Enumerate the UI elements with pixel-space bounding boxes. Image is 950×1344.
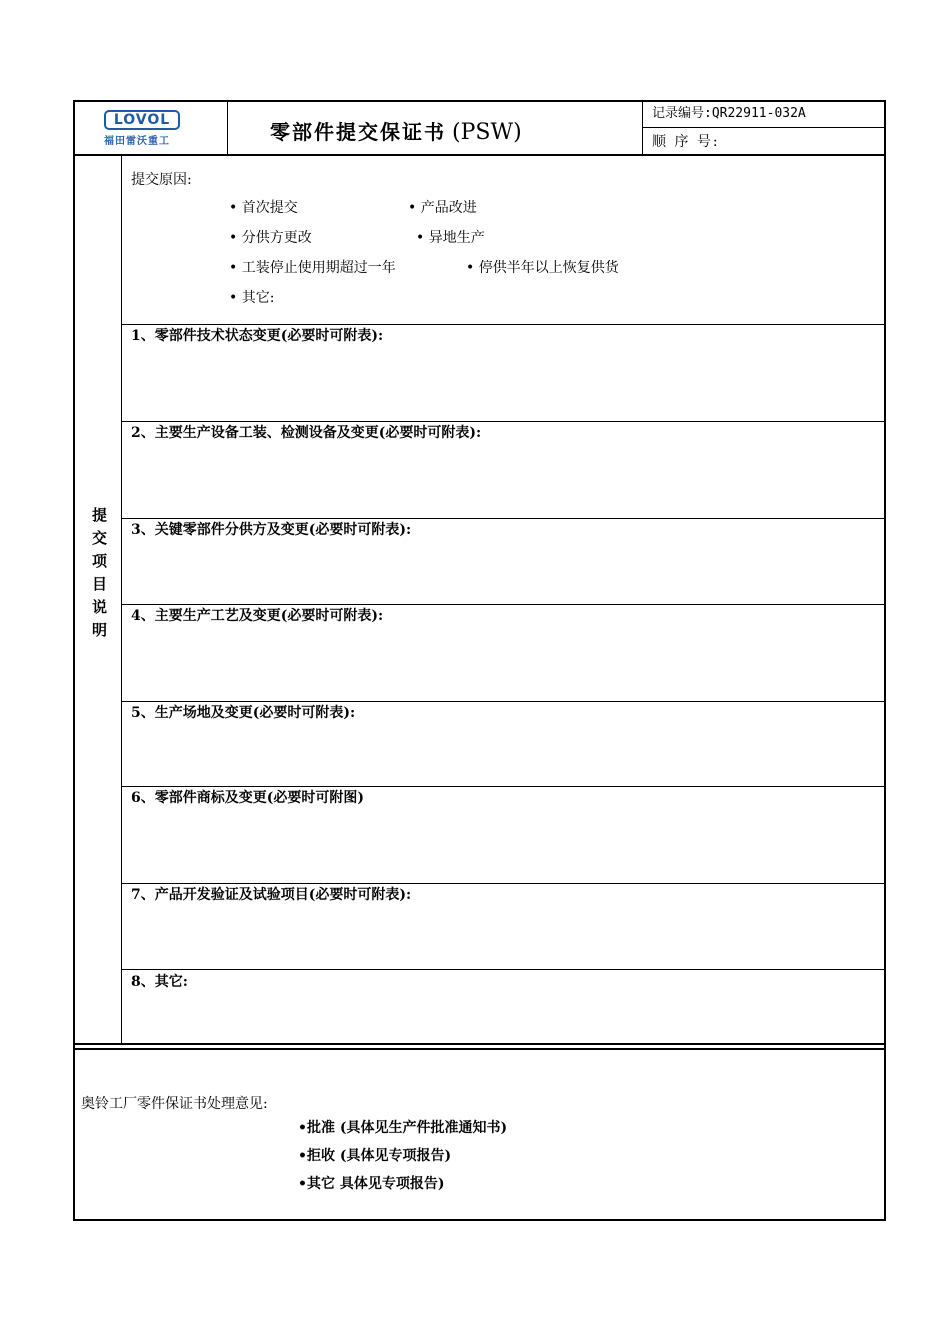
section-6-heading: 6、零部件商标及变更(必要时可附图) [131, 790, 364, 806]
document-title [270, 116, 522, 145]
side-label: 提交项目说明 [90, 507, 108, 645]
option-approve: •批准 (具体见生产件批准通知书) [298, 1120, 508, 1136]
lovol-logo: LOVOL [104, 110, 180, 130]
sequence-number: 顺 序 号: [652, 134, 720, 150]
section-line-1 [121, 324, 885, 325]
double-line-top [73, 1043, 886, 1045]
section-2-heading: 2、主要生产设备工装、检测设备及变更(必要时可附表): [131, 425, 482, 441]
header-bottom-line [73, 154, 886, 156]
frame-right [884, 100, 886, 1221]
reasons-label: 提交原因: [131, 172, 192, 188]
section-7-heading: 7、产品开发验证及试验项目(必要时可附表): [131, 887, 412, 903]
frame-left [73, 100, 75, 1221]
header-record-divider [642, 127, 885, 128]
reason-supplier-change: • 分供方更改 [229, 230, 312, 246]
section-line-7 [121, 883, 885, 884]
section-8-heading: 8、其它: [131, 974, 188, 990]
frame-top [73, 100, 886, 102]
reason-product-improvement: • 产品改进 [408, 200, 477, 216]
double-line-bottom [73, 1048, 886, 1050]
reason-tooling-idle: • 工装停止使用期超过一年 [229, 260, 396, 276]
frame-bottom [73, 1219, 886, 1221]
section-3-heading: 3、关键零部件分供方及变更(必要时可附表): [131, 522, 412, 538]
reason-other: • 其它: [229, 290, 275, 306]
reason-supply-resume: • 停供半年以上恢复供货 [466, 260, 619, 276]
section-line-6 [121, 786, 885, 787]
option-reject: •拒收 (具体见专项报告) [298, 1148, 452, 1164]
section-line-5 [121, 701, 885, 702]
reason-first-submission: • 首次提交 [229, 200, 298, 216]
header-divider-1 [227, 100, 228, 154]
reason-relocation: • 异地生产 [416, 230, 485, 246]
section-5-heading: 5、生产场地及变更(必要时可附表): [131, 705, 356, 721]
title-suffix: (PSW) [452, 120, 522, 145]
record-number: 记录编号:QR22911-032A [652, 106, 806, 121]
section-4-heading: 4、主要生产工艺及变更(必要时可附表): [131, 608, 384, 624]
section-line-4 [121, 604, 885, 605]
section-1-heading: 1、零部件技术状态变更(必要时可附表): [131, 328, 384, 344]
section-line-3 [121, 518, 885, 519]
factory-opinion-label: 奥铃工厂零件保证书处理意见: [81, 1096, 268, 1112]
option-other: •其它 具体见专项报告) [298, 1176, 445, 1192]
logo-subtext: 福田雷沃重工 [104, 136, 170, 147]
section-line-2 [121, 421, 885, 422]
section-line-8 [121, 969, 885, 970]
title-main: 零部件提交保证书 [270, 120, 446, 144]
side-column-divider [121, 154, 122, 1045]
